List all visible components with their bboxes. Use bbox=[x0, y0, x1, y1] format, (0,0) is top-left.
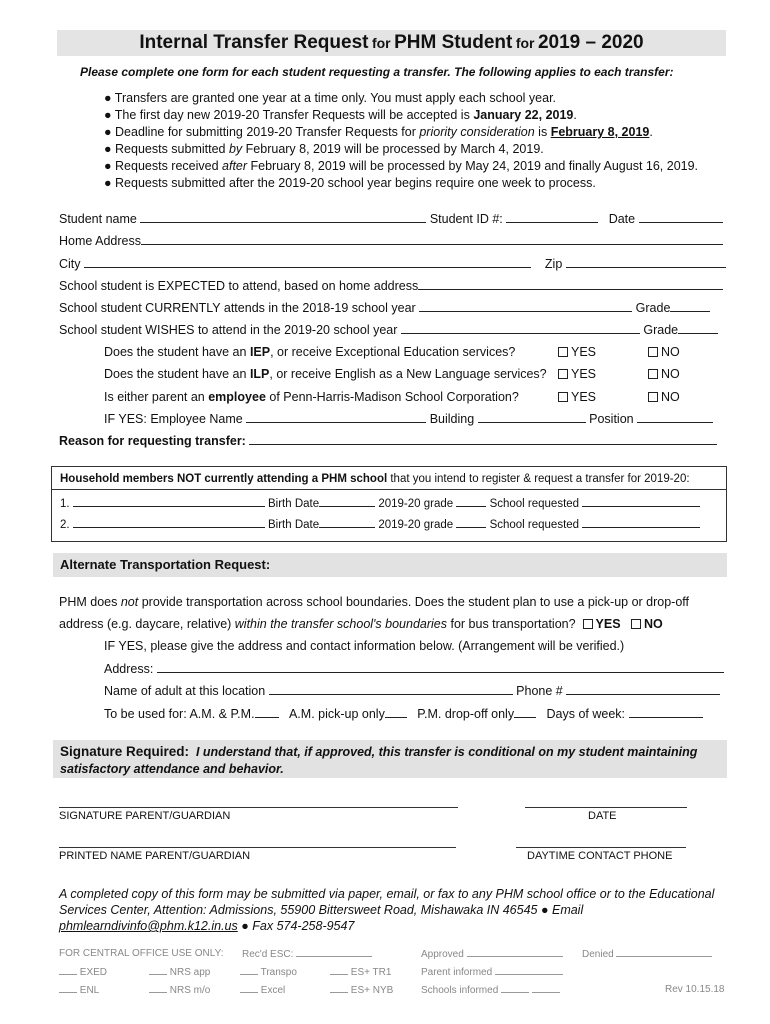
transport-p1-pre: PHM does bbox=[59, 595, 121, 609]
wishes-field[interactable] bbox=[401, 321, 640, 334]
household-1-school-label: School requested bbox=[489, 498, 580, 510]
office-recd-field[interactable] bbox=[296, 948, 372, 957]
contact-phone-label: DAYTIME CONTACT PHONE bbox=[527, 850, 673, 862]
office-nrs-mo-label: NRS m/o bbox=[169, 985, 211, 996]
rules-list bbox=[104, 90, 698, 192]
bullet-3-pre: ● Deadline for submitting 2019-20 Transfer Requests for bbox=[104, 125, 420, 139]
bullet-3 bbox=[104, 124, 698, 141]
signature-field[interactable] bbox=[59, 807, 458, 808]
city-field[interactable] bbox=[84, 255, 531, 268]
title-part2: PHM Student bbox=[394, 32, 513, 53]
intro-text bbox=[80, 65, 674, 79]
office-exed-field[interactable] bbox=[59, 966, 77, 975]
transport-yes-checkbox[interactable] bbox=[583, 619, 593, 629]
iep-no[interactable] bbox=[648, 343, 680, 361]
transport-adult-field[interactable] bbox=[269, 682, 513, 695]
bullet-4-ital: by bbox=[228, 142, 243, 156]
transport-heading: Alternate Transportation Request: bbox=[60, 557, 271, 572]
transport-p2-pre: address (e.g. daycare, relative) bbox=[59, 617, 235, 631]
signature-line-1 bbox=[60, 743, 720, 761]
household-1-birth-label: Birth Date bbox=[268, 498, 320, 510]
bullet-5-pre: ● Requests received bbox=[104, 159, 223, 173]
employee-no-checkbox[interactable] bbox=[648, 392, 658, 402]
household-header-rest: that you intend to register & request a transfer for 2019-20: bbox=[387, 473, 690, 485]
employee-yes-label: YES bbox=[571, 390, 597, 404]
bullet-2-pre: ● The first day new 2019-20 Transfer Requests will be accepted is bbox=[104, 108, 474, 122]
transport-used-for-label: To be used for: A.M. & P.M. bbox=[104, 707, 255, 721]
office-schools-informed-label: Schools informed bbox=[421, 985, 499, 996]
home-address-row bbox=[59, 232, 723, 250]
wishes-label: School student WISHES to attend in the 2019-20 school year bbox=[59, 323, 398, 337]
position-label: Position bbox=[589, 412, 634, 426]
student-name-label: Student name bbox=[59, 212, 137, 226]
transport-p1-ital: not bbox=[120, 595, 139, 609]
title-for2: for bbox=[515, 35, 535, 51]
office-es-nyb-label: ES+ NYB bbox=[350, 985, 394, 996]
household-box bbox=[51, 466, 727, 542]
household-1-name-field[interactable] bbox=[73, 496, 265, 507]
bullet-4 bbox=[104, 141, 698, 158]
bullet-5-post: February 8, 2019 will be processed by May 24, 2019 and finally August 16, 2019. bbox=[247, 159, 699, 173]
transport-am-label: A.M. pick-up only bbox=[288, 707, 385, 721]
city-row bbox=[59, 255, 726, 273]
transport-yes-label: YES bbox=[595, 617, 621, 631]
household-header bbox=[60, 473, 690, 485]
transport-days-label: Days of week: bbox=[546, 707, 626, 721]
title-years: 2019 – 2020 bbox=[537, 32, 644, 53]
office-denied bbox=[582, 948, 712, 960]
zip-field[interactable] bbox=[566, 255, 726, 268]
household-divider bbox=[52, 489, 726, 490]
household-2-grade-label: 2019-20 grade bbox=[378, 519, 454, 531]
expected-label: School student is EXPECTED to attend, based on home address bbox=[59, 279, 419, 293]
employee-name-field[interactable] bbox=[246, 410, 426, 423]
contact-phone-field[interactable] bbox=[516, 847, 686, 848]
ilp-no-label: NO bbox=[661, 367, 680, 381]
bullet-6 bbox=[104, 175, 698, 192]
wishes-grade-label: Grade bbox=[643, 323, 679, 337]
currently-field[interactable] bbox=[419, 299, 632, 312]
bullet-1 bbox=[104, 90, 698, 107]
transport-no-label: NO bbox=[643, 617, 663, 631]
currently-grade-field[interactable] bbox=[670, 299, 710, 312]
employee-question bbox=[104, 388, 519, 406]
ilp-question bbox=[104, 365, 547, 383]
transport-p2-post: for bus transportation? bbox=[447, 617, 576, 631]
date-field[interactable] bbox=[639, 210, 723, 223]
submission-info bbox=[59, 886, 729, 934]
office-recd bbox=[242, 948, 372, 960]
zip-label: Zip bbox=[544, 257, 563, 271]
signature-heading-bar bbox=[53, 740, 727, 778]
currently-label: School student CURRENTLY attends in the 2018-19 school year bbox=[59, 301, 416, 315]
household-row-2-num: 2. bbox=[60, 519, 70, 531]
office-approved-label: Approved bbox=[421, 949, 464, 960]
emp-bold: employee bbox=[208, 390, 266, 404]
ilp-bold: ILP bbox=[249, 367, 270, 381]
bullet-5-ital: after bbox=[222, 159, 248, 173]
title-for1: for bbox=[371, 35, 391, 51]
office-excel-field[interactable] bbox=[240, 984, 258, 993]
bullet-2-bold: January 22, 2019 bbox=[473, 108, 574, 122]
expected-field[interactable] bbox=[418, 277, 723, 290]
household-1-birth-field[interactable] bbox=[319, 496, 375, 507]
household-2-grade-field[interactable] bbox=[456, 517, 486, 528]
email-link[interactable]: phmlearndivinfo@phm.k12.in.us bbox=[59, 919, 238, 933]
office-parent-informed bbox=[421, 966, 563, 978]
emp-post: of Penn-Harris-Madison School Corporation? bbox=[265, 390, 519, 404]
office-schools-informed bbox=[421, 984, 560, 996]
office-excel bbox=[240, 984, 285, 996]
iep-yes-checkbox[interactable] bbox=[558, 347, 568, 357]
household-2-school-label: School requested bbox=[489, 519, 580, 531]
transport-adult-row bbox=[104, 682, 720, 700]
household-2-name-field[interactable] bbox=[73, 517, 265, 528]
wishes-row bbox=[59, 321, 718, 339]
office-es-tr1 bbox=[330, 966, 391, 978]
household-1-school-field[interactable] bbox=[582, 496, 700, 507]
iep-no-checkbox[interactable] bbox=[648, 347, 658, 357]
household-2-birth-label: Birth Date bbox=[268, 519, 320, 531]
transport-address-label: Address: bbox=[104, 662, 154, 676]
date-label: Date bbox=[608, 212, 636, 226]
city-label: City bbox=[59, 257, 81, 271]
office-enl-label: ENL bbox=[79, 985, 100, 996]
office-row-2 bbox=[59, 966, 107, 978]
ilp-pre: Does the student have an bbox=[104, 367, 250, 381]
transport-usage-row bbox=[104, 705, 703, 723]
ilp-no[interactable] bbox=[648, 365, 680, 383]
office-es-tr1-label: ES+ TR1 bbox=[350, 967, 392, 978]
office-excel-label: Excel bbox=[260, 985, 286, 996]
office-nrs-app-field[interactable] bbox=[149, 966, 167, 975]
iep-yes[interactable] bbox=[558, 343, 596, 361]
title-part1: Internal Transfer Request bbox=[139, 32, 369, 53]
iep-question bbox=[104, 343, 515, 361]
office-enl-field[interactable] bbox=[59, 984, 77, 993]
household-2-birth-field[interactable] bbox=[319, 517, 375, 528]
bullet-3-bold: February 8, 2019 bbox=[550, 125, 650, 139]
ilp-no-checkbox[interactable] bbox=[648, 369, 658, 379]
bullet-4-pre: ● Requests submitted bbox=[104, 142, 229, 156]
student-id-label: Student ID #: bbox=[429, 212, 503, 226]
employee-yes-checkbox[interactable] bbox=[558, 392, 568, 402]
office-heading-row bbox=[59, 948, 223, 959]
office-heading: FOR CENTRAL OFFICE USE ONLY: bbox=[59, 948, 224, 959]
transport-heading-bar bbox=[53, 553, 727, 577]
iep-no-label: NO bbox=[661, 345, 680, 359]
household-row-1 bbox=[60, 496, 700, 510]
printed-name-field[interactable] bbox=[59, 847, 456, 848]
fax-text: ● Fax 574-258-9547 bbox=[237, 919, 355, 933]
transport-pm-field[interactable] bbox=[514, 705, 536, 718]
office-denied-field[interactable] bbox=[616, 948, 712, 957]
office-recd-label: Rec'd ESC: bbox=[242, 949, 294, 960]
transport-address-field[interactable] bbox=[157, 660, 724, 673]
currently-grade-label: Grade bbox=[635, 301, 671, 315]
transport-if-yes-text: IF YES, please give the address and contact information below. (Arrangement will be verified.) bbox=[104, 639, 625, 653]
transport-pm-label: P.M. drop-off only bbox=[417, 707, 515, 721]
student-id-field[interactable] bbox=[506, 210, 598, 223]
form-title bbox=[57, 30, 726, 56]
transport-adult-label: Name of adult at this location bbox=[104, 684, 266, 698]
bullet-3-post: . bbox=[649, 125, 653, 139]
household-row-2 bbox=[60, 517, 700, 531]
office-approved bbox=[421, 948, 563, 960]
transport-no-checkbox[interactable] bbox=[631, 619, 641, 629]
office-row-3 bbox=[59, 984, 99, 996]
home-address-label: Home Address bbox=[59, 234, 141, 248]
building-field[interactable] bbox=[478, 410, 586, 423]
transport-p2 bbox=[59, 615, 663, 633]
signature-label: SIGNATURE PARENT/GUARDIAN bbox=[59, 810, 231, 822]
student-name-field[interactable] bbox=[140, 210, 426, 223]
transport-am-field[interactable] bbox=[385, 705, 407, 718]
household-row-1-num: 1. bbox=[60, 498, 70, 510]
bullet-6-text: ● Requests submitted after the 2019-20 school year begins require one week to process. bbox=[104, 176, 596, 190]
submission-line-2: Services Center, Attention: Admissions, 55900 Bittersweet Road, Mishawaka IN 46545 ● Email bbox=[59, 903, 584, 917]
office-parent-informed-label: Parent informed bbox=[421, 967, 493, 978]
transport-days-field[interactable] bbox=[629, 705, 703, 718]
home-address-field[interactable] bbox=[141, 232, 723, 245]
office-parent-informed-field[interactable] bbox=[495, 966, 563, 975]
signature-date-label: DATE bbox=[588, 810, 617, 822]
iep-bold: IEP bbox=[249, 345, 271, 359]
bullet-3-ital: priority consideration bbox=[419, 125, 535, 139]
building-label: Building bbox=[429, 412, 475, 426]
transport-if-yes bbox=[104, 637, 624, 655]
office-nrs-app-label: NRS app bbox=[169, 967, 211, 978]
iep-yes-label: YES bbox=[571, 345, 597, 359]
employee-name-label: IF YES: Employee Name bbox=[104, 412, 243, 426]
transport-p1-post: provide transportation across school boundaries. Does the student plan to use a pick-up or drop-off bbox=[138, 595, 690, 609]
reason-row bbox=[59, 432, 717, 450]
household-1-grade-field[interactable] bbox=[456, 496, 486, 507]
office-schools-informed-field-2[interactable] bbox=[532, 984, 560, 993]
office-transpo bbox=[240, 966, 297, 978]
bullet-1-text: ● Transfers are granted one year at a time only. You must apply each school year. bbox=[104, 91, 557, 105]
office-exed-label: EXED bbox=[79, 967, 108, 978]
iep-pre: Does the student have an bbox=[104, 345, 250, 359]
office-approved-field[interactable] bbox=[467, 948, 563, 957]
household-1-grade-label: 2019-20 grade bbox=[378, 498, 454, 510]
signature-heading: Signature Required: bbox=[60, 744, 190, 759]
ilp-post: , or receive English as a New Language services? bbox=[269, 367, 547, 381]
transport-p1 bbox=[59, 593, 689, 611]
office-transpo-label: Transpo bbox=[260, 967, 297, 978]
office-es-tr1-field[interactable] bbox=[330, 966, 348, 975]
transport-ampm-field[interactable] bbox=[255, 705, 279, 718]
office-nrs-mo bbox=[149, 984, 210, 996]
printed-name-label: PRINTED NAME PARENT/GUARDIAN bbox=[59, 850, 251, 862]
emp-pre: Is either parent an bbox=[104, 390, 209, 404]
household-2-school-field[interactable] bbox=[582, 517, 700, 528]
household-header-bold: Household members NOT currently attending a PHM school bbox=[60, 473, 388, 485]
position-field[interactable] bbox=[637, 410, 713, 423]
office-transpo-field[interactable] bbox=[240, 966, 258, 975]
office-schools-informed-field-1[interactable] bbox=[501, 984, 529, 993]
signature-text-1: I understand that, if approved, this transfer is conditional on my student maintaining bbox=[195, 745, 698, 759]
ilp-yes[interactable] bbox=[558, 365, 596, 383]
signature-date-field[interactable] bbox=[525, 807, 687, 808]
transport-address-row bbox=[104, 660, 724, 678]
office-nrs-app bbox=[149, 966, 210, 978]
office-denied-label: Denied bbox=[582, 949, 614, 960]
reason-field[interactable] bbox=[249, 432, 717, 445]
intro-italic: Please complete one form for each student requesting a transfer. bbox=[80, 65, 451, 79]
employee-yes[interactable] bbox=[558, 388, 596, 406]
signature-text-2: satisfactory attendance and behavior. bbox=[60, 762, 284, 776]
currently-row bbox=[59, 299, 710, 317]
intro-rest: The following applies to each transfer: bbox=[454, 65, 674, 79]
reason-label: Reason for requesting transfer: bbox=[59, 434, 246, 448]
student-row bbox=[59, 210, 723, 228]
employee-no-label: NO bbox=[661, 390, 680, 404]
expected-row bbox=[59, 277, 723, 295]
transport-p2-ital: within the transfer school's boundaries bbox=[234, 617, 448, 631]
iep-post: , or receive Exceptional Education services? bbox=[270, 345, 516, 359]
wishes-grade-field[interactable] bbox=[678, 321, 718, 334]
office-es-nyb-field[interactable] bbox=[330, 984, 348, 993]
office-nrs-mo-field[interactable] bbox=[149, 984, 167, 993]
employee-no[interactable] bbox=[648, 388, 680, 406]
transport-phone-field[interactable] bbox=[566, 682, 720, 695]
bullet-5 bbox=[104, 158, 698, 175]
office-es-nyb bbox=[330, 984, 393, 996]
ilp-yes-checkbox[interactable] bbox=[558, 369, 568, 379]
transport-phone-label: Phone # bbox=[516, 684, 563, 698]
bullet-2 bbox=[104, 107, 698, 124]
employee-info-row bbox=[104, 410, 713, 428]
revision-label: Rev 10.15.18 bbox=[665, 984, 725, 995]
bullet-2-post: . bbox=[573, 108, 577, 122]
ilp-yes-label: YES bbox=[571, 367, 597, 381]
bullet-3-mid: is bbox=[534, 125, 551, 139]
bullet-4-post: February 8, 2019 will be processed by March 4, 2019. bbox=[242, 142, 544, 156]
submission-line-3 bbox=[59, 918, 729, 934]
submission-line-1: A completed copy of this form may be submitted via paper, email, or fax to any PHM school office or to the Educational bbox=[59, 887, 715, 901]
